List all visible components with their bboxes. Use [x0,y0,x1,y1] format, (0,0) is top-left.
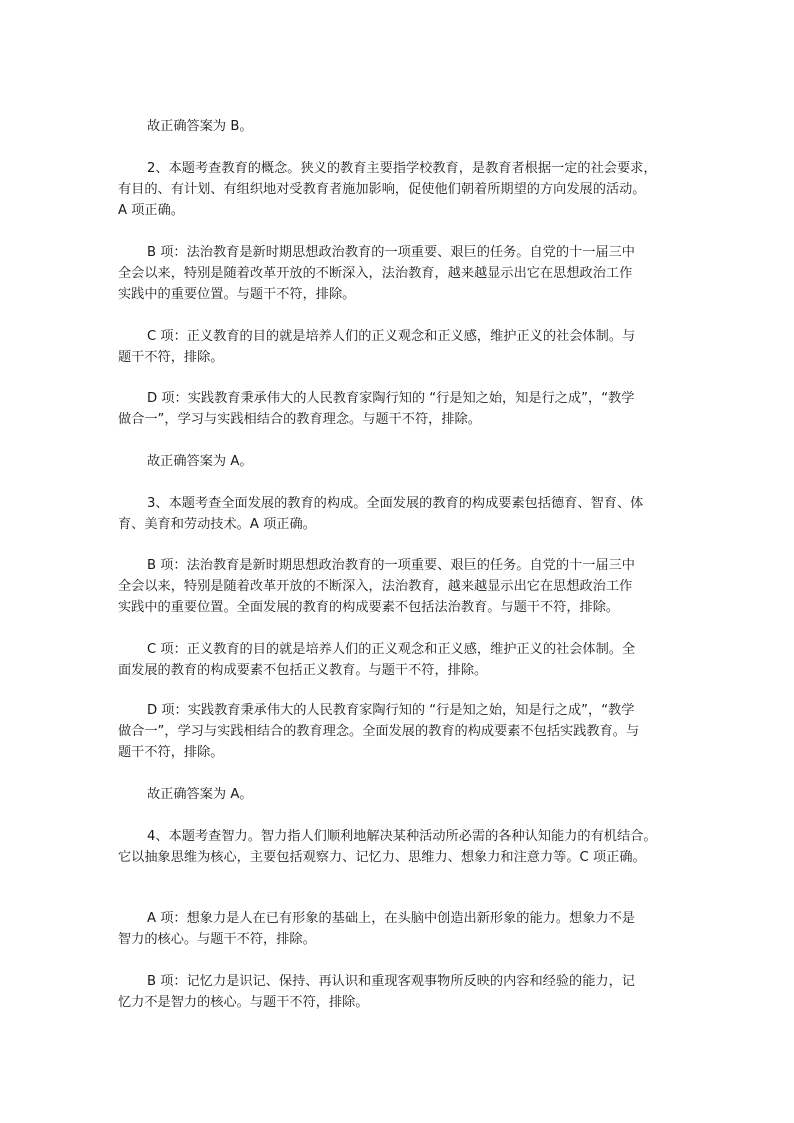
text-line: B 项：记忆力是识记、保持、再认识和重现客观事物所反映的内容和经验的能力，记 [147,974,635,989]
text-line: B 项：法治教育是新时期思想政治教育的一项重要、艰巨的任务。自党的十一届三中 [147,245,635,260]
text-line: C 项：正义教育的目的就是培养人们的正义观念和正义感，维护正义的社会体制。与 [147,329,636,344]
text-line: 实践中的重要位置。与题干不符，排除。 [118,287,356,302]
text-line: 全会以来，特别是随着改革开放的不断深入，法治教育，越来越显示出它在思想政治工作 [118,266,633,281]
text-line: 2、本题考查教育的概念。狭义的教育主要指学校教育，是教育者根据一定的社会要求， [147,161,657,176]
text-line: 故正确答案为 A。 [147,787,253,802]
text-line: 面发展的教育的构成要素不包括正义教育。与题干不符，排除。 [118,663,488,678]
text-line: 实践中的重要位置。全面发展的教育的构成要素不包括法治教育。与题干不符，排除。 [118,600,620,615]
text-line: A 项正确。 [118,203,184,218]
text-line: C 项：正义教育的目的就是培养人们的正义观念和正义感，维护正义的社会体制。全 [147,642,636,657]
text-line: 育、美育和劳动技术。A 项正确。 [118,517,316,532]
text-line: B 项：法治教育是新时期思想政治教育的一项重要、艰巨的任务。自党的十一届三中 [147,558,635,573]
text-line: 全会以来，特别是随着改革开放的不断深入，法治教育，越来越显示出它在思想政治工作 [118,579,633,594]
text-line: 3、本题考查全面发展的教育的构成。全面发展的教育的构成要素包括德育、智育、体 [147,496,644,511]
text-line: 题干不符，排除。 [118,350,224,365]
text-line: D 项：实践教育秉承伟大的人民教育家陶行知的 “行是知之始，知是行之成”，“教学 [147,703,635,718]
text-line: 4、本题考查智力。智力指人们顺利地解决某种活动所必需的各种认知能力的有机结合。 [147,829,657,844]
text-line: A 项：想象力是人在已有形象的基础上，在头脑中创造出新形象的能力。想象力不是 [147,911,635,926]
text-line: 做合一”，学习与实践相结合的教育理念。与题干不符，排除。 [118,412,481,427]
text-line: 题干不符，排除。 [118,745,224,760]
text-line: 它以抽象思维为核心，主要包括观察力、记忆力、思维力、想象力和注意力等。C 项正确。 [118,850,646,865]
text-line: 故正确答案为 B。 [147,119,253,134]
text-line: 忆力不是智力的核心。与题干不符，排除。 [118,995,369,1010]
text-line: 智力的核心。与题干不符，排除。 [118,932,316,947]
text-line: 做合一”，学习与实践相结合的教育理念。全面发展的教育的构成要素不包括实践教育。与 [118,724,640,739]
text-line: 有目的、有计划、有组织地对受教育者施加影响，促使他们朝着所期望的方向发展的活动。 [118,182,646,197]
text-line: D 项：实践教育秉承伟大的人民教育家陶行知的 “行是知之始，知是行之成”，“教学 [147,391,635,406]
text-line: 故正确答案为 A。 [147,454,253,469]
